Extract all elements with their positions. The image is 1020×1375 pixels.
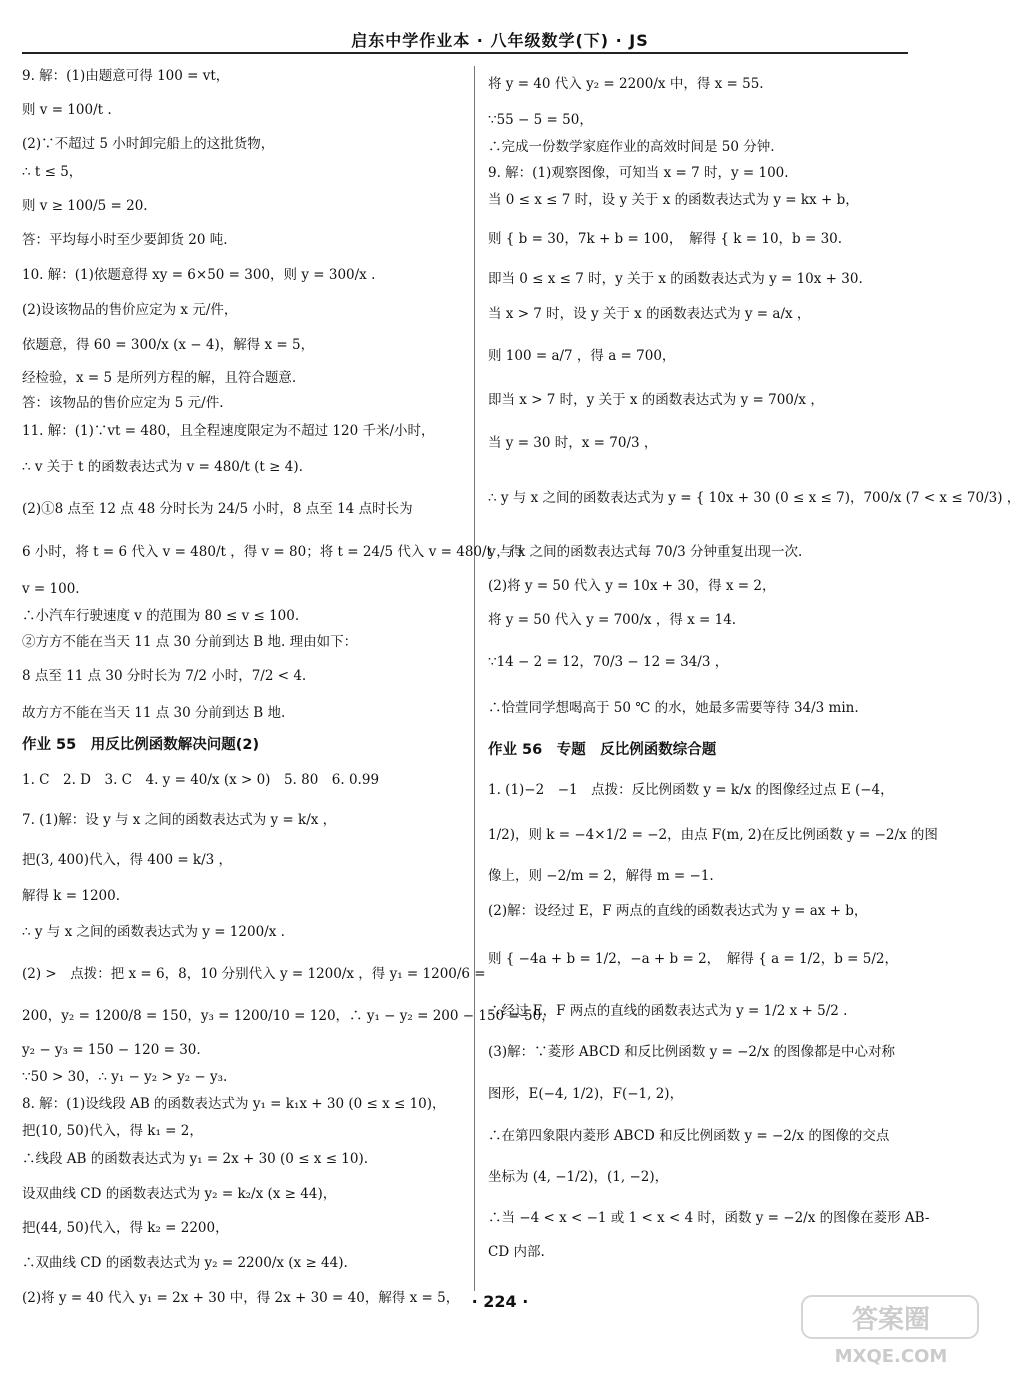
text-line: 答：该物品的售价应定为 5 元/件. xyxy=(22,395,224,411)
text-line: 11. 解：(1)∵vt = 480，且全程速度限定为不超过 120 千米/小时， xyxy=(22,423,435,439)
text-line: ∴ y 与 x 之间的函数表达式为 y = 1200/x . xyxy=(22,924,285,940)
text-line: 200，y₂ = 1200/8 = 150，y₃ = 1200/10 = 120，∴ y₁ − y₂ = 200 − 150 = 50， xyxy=(22,1008,555,1024)
text-line: 8 点至 11 点 30 分时长为 7/2 小时，7/2 < 4. xyxy=(22,668,307,684)
text-line: ②方方不能在当天 11 点 30 分前到达 B 地. 理由如下： xyxy=(22,634,358,650)
text-line: 1. C 2. D 3. C 4. y = 40/x (x > 0) 5. 80 6. 0.99 xyxy=(22,772,380,788)
text-line: 9. 解：(1)观察图像，可知当 x = 7 时，y = 100. xyxy=(488,165,789,181)
text-line: 将 y = 50 代入 y = 700/x ，得 x = 14. xyxy=(488,612,737,628)
section-heading: 作业 55 用反比例函数解决问题(2) xyxy=(22,737,260,753)
text-line: (2)设该物品的售价应定为 x 元/件， xyxy=(22,302,238,318)
text-line: ∵55 − 5 = 50， xyxy=(488,112,593,128)
text-line: ∴ v 关于 t 的函数表达式为 v = 480/t (t ≥ 4). xyxy=(22,459,303,475)
watermark-top-text: 答案圈 xyxy=(851,1305,931,1335)
text-line: y₂ − y₃ = 150 − 120 = 30. xyxy=(22,1042,201,1058)
text-line: v = 100. xyxy=(22,581,80,597)
text-line: ∴小汽车行驶速度 v 的范围为 80 ≤ v ≤ 100. xyxy=(22,608,300,624)
right-column xyxy=(488,62,1020,1266)
text-line: 当 x > 7 时，设 y 关于 x 的函数表达式为 y = a/x ， xyxy=(488,306,811,322)
column-divider xyxy=(474,66,475,1291)
text-line: 将 y = 40 代入 y₂ = 2200/x 中，得 x = 55. xyxy=(488,76,764,92)
text-line: 依题意，得 60 = 300/x (x − 4)，解得 x = 5， xyxy=(22,337,315,353)
text-line: CD 内部. xyxy=(488,1244,545,1260)
text-line: 把(10, 50)代入，得 k₁ = 2， xyxy=(22,1123,203,1139)
text-line: 坐标为 (4, −1/2)，(1, −2)， xyxy=(488,1169,669,1185)
text-line: (2)将 y = 50 代入 y = 10x + 30，得 x = 2， xyxy=(488,578,776,594)
text-line: 1. (1)−2 −1 点拨：反比例函数 y = k/x 的图像经过点 E (−4， xyxy=(488,782,894,798)
text-line: 图形，E(−4, 1/2)，F(−1, 2)， xyxy=(488,1086,684,1102)
text-line: ∴双曲线 CD 的函数表达式为 y₂ = 2200/x (x ≥ 44). xyxy=(22,1255,348,1271)
text-line: ∴在第四象限内菱形 ABCD 和反比例函数 y = −2/x 的图像的交点 xyxy=(488,1128,890,1144)
text-line: 即当 x > 7 时，y 关于 x 的函数表达式为 y = 700/x ， xyxy=(488,392,824,408)
text-line: ∴完成一份数学家庭作业的高效时间是 50 分钟. xyxy=(488,139,775,155)
text-line: 故方方不能在当天 11 点 30 分前到达 B 地. xyxy=(22,705,286,721)
text-line: (2)①8 点至 12 点 48 分时长为 24/5 小时，8 点至 14 点时长为 xyxy=(22,501,413,517)
text-line: 则 100 = a/7 ，得 a = 700， xyxy=(488,348,676,364)
text-line: y 与 x 之间的函数表达式每 70/3 分钟重复出现一次. xyxy=(488,544,803,560)
text-line: 经检验，x = 5 是所列方程的解，且符合题意. xyxy=(22,370,297,386)
text-line: (2)∵不超过 5 小时卸完船上的这批货物， xyxy=(22,136,275,152)
text-line: 6 小时，将 t = 6 代入 v = 480/t ，得 v = 80；将 t = 24/5 代入 v = 480/t ，得 xyxy=(22,544,524,560)
text-line: 把(44, 50)代入，得 k₂ = 2200， xyxy=(22,1220,229,1236)
text-line: 当 y = 30 时，x = 70/3 ， xyxy=(488,435,658,451)
text-line: ∴线段 AB 的函数表达式为 y₁ = 2x + 30 (0 ≤ x ≤ 10). xyxy=(22,1151,369,1167)
text-line: 答：平均每小时至少要卸货 20 吨. xyxy=(22,232,228,248)
text-line: 设双曲线 CD 的函数表达式为 y₂ = k₂/x (x ≥ 44)， xyxy=(22,1186,337,1202)
text-line: 9. 解：(1)由题意可得 100 = vt， xyxy=(22,68,230,84)
text-line: (2)将 y = 40 代入 y₁ = 2x + 30 中，得 2x + 30 = 40，解得 x = 5， xyxy=(22,1290,460,1306)
text-line: (2)解：设经过 E，F 两点的直线的函数表达式为 y = ax + b， xyxy=(488,903,868,919)
text-line: 把(3, 400)代入，得 400 = k/3 ， xyxy=(22,852,233,868)
text-line: 解得 k = 1200. xyxy=(22,888,121,904)
text-line: ∵14 − 2 = 12，70/3 − 12 = 34/3 ， xyxy=(488,654,729,670)
section-heading: 作业 56 专题 反比例函数综合题 xyxy=(488,742,717,758)
text-line: ∴经过 E，F 两点的直线的函数表达式为 y = 1/2 x + 5/2 . xyxy=(488,1003,848,1019)
text-line: 即当 0 ≤ x ≤ 7 时，y 关于 x 的函数表达式为 y = 10x + 30. xyxy=(488,271,863,287)
text-line: (2) > 点拨：把 x = 6，8，10 分别代入 y = 1200/x ，得 y₁ = 1200/6 = xyxy=(22,966,486,982)
text-line: (3)解：∵菱形 ABCD 和反比例函数 y = −2/x 的图像都是中心对称 xyxy=(488,1044,895,1060)
text-line: 则 v = 100/t . xyxy=(22,102,112,118)
text-line: 则 { −4a + b = 1/2，−a + b = 2， 解得 { a = 1/2，b = 5/2， xyxy=(488,951,899,967)
watermark-bottom-text: MXQE.COM xyxy=(834,1346,948,1367)
text-line: 1/2)，则 k = −4×1/2 = −2，由点 F(m, 2)在反比例函数 y = −2/x 的图 xyxy=(488,827,938,843)
text-line: 则 v ≥ 100/5 = 20. xyxy=(22,198,148,214)
text-line: ∴ t ≤ 5， xyxy=(22,164,83,180)
text-line: 8. 解：(1)设线段 AB 的函数表达式为 y₁ = k₁x + 30 (0 ≤ x ≤ 10)， xyxy=(22,1096,446,1112)
text-line: ∴恰萱同学想喝高于 50 ℃ 的水，她最多需要等待 34/3 min. xyxy=(488,700,859,716)
text-line: 则 { b = 30，7k + b = 100， 解得 { k = 10，b = 30. xyxy=(488,231,843,247)
page-number: · 224 · xyxy=(471,1292,529,1311)
watermark-logo xyxy=(796,1290,986,1370)
text-line: 10. 解：(1)依题意得 xy = 6×50 = 300，则 y = 300/x . xyxy=(22,267,376,283)
text-line: ∴ y 与 x 之间的函数表达式为 y = { 10x + 30 (0 ≤ x ≤ 7)，700/x (7 < x ≤ 70/3) ， xyxy=(488,490,1020,506)
text-line: ∵50 > 30，∴ y₁ − y₂ > y₂ − y₃. xyxy=(22,1069,228,1085)
text-line: ∴当 −4 < x < −1 或 1 < x < 4 时，函数 y = −2/x 的图像在菱形 AB- xyxy=(488,1210,930,1226)
text-line: 像上，则 −2/m = 2，解得 m = −1. xyxy=(488,868,714,884)
text-line: 7. (1)解：设 y 与 x 之间的函数表达式为 y = k/x ， xyxy=(22,812,337,828)
page-header: 启东中学作业本 · 八年级数学(下) · JS xyxy=(351,31,649,50)
text-line: 当 0 ≤ x ≤ 7 时，设 y 关于 x 的函数表达式为 y = kx + b， xyxy=(488,192,859,208)
header-rule xyxy=(22,52,908,54)
